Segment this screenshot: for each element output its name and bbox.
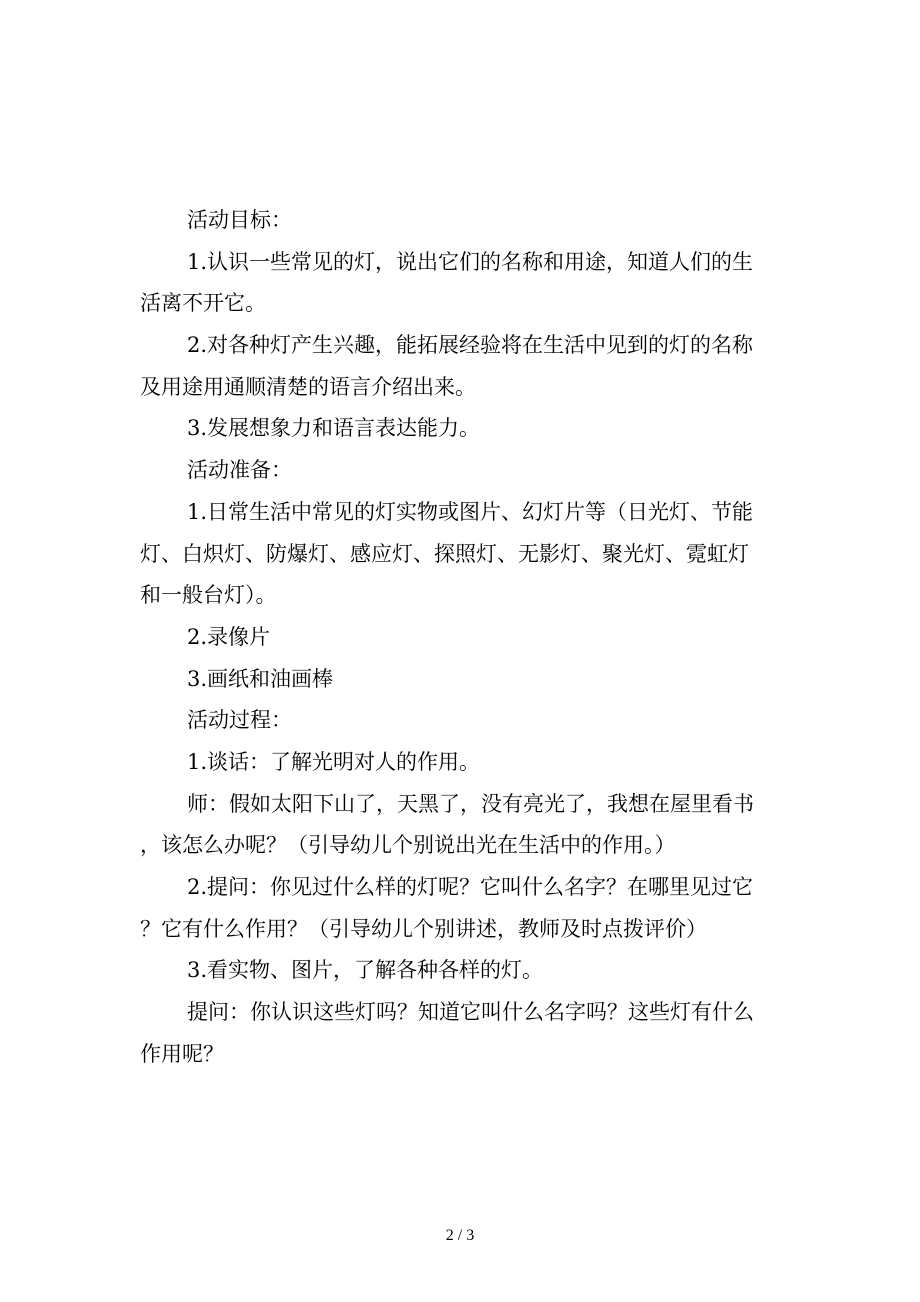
text-line: 3.看实物、图片，了解各种各样的灯。 [187,958,544,983]
text-line: 和一般台灯）。 [140,583,277,608]
text-line: 2.对各种灯产生兴趣，能拓展经验将在生活中见到的灯的名称 [187,333,754,358]
page-number: 2 / 3 [445,1227,475,1244]
text-line: 3.画纸和油画棒 [187,666,334,691]
text-line: 提问：你认识这些灯吗？知道它叫什么名字吗？这些灯有什么 [187,1000,754,1025]
text-line: 2.录像片 [187,624,271,649]
text-line: 灯、白炽灯、防爆灯、感应灯、探照灯、无影灯、聚光灯、霓虹灯 [140,541,749,566]
text-line: 及用途用通顺清楚的语言介绍出来。 [140,374,476,399]
text-line: 师：假如太阳下山了，天黑了，没有亮光了，我想在屋里看书 [187,791,754,816]
text-line: 1.日常生活中常见的灯实物或图片、幻灯片等（日光灯、节能 [187,499,754,524]
document-body [140,200,780,1075]
text-line: ，该怎么办呢？（引导幼儿个别说出光在生活中的作用。） [140,833,676,858]
text-line: 活动过程： [187,708,292,733]
text-line: 1.谈话：了解光明对人的作用。 [187,749,481,774]
text-line: 3.发展想象力和语言表达能力。 [187,416,481,441]
text-line: 活动目标： [187,208,292,232]
text-line: 活动准备： [187,458,292,483]
text-line: 1.认识一些常见的灯，说出它们的名称和用途，知道人们的生 [187,249,754,274]
text-line: ？它有什么作用？（引导幼儿个别讲述，教师及时点拨评价） [140,916,707,941]
text-line: 活离不开它。 [140,291,266,316]
text-line: 2.提问：你见过什么样的灯呢？它叫什么名字？在哪里见过它 [187,875,754,899]
text-line: 作用呢？ [140,1041,224,1066]
